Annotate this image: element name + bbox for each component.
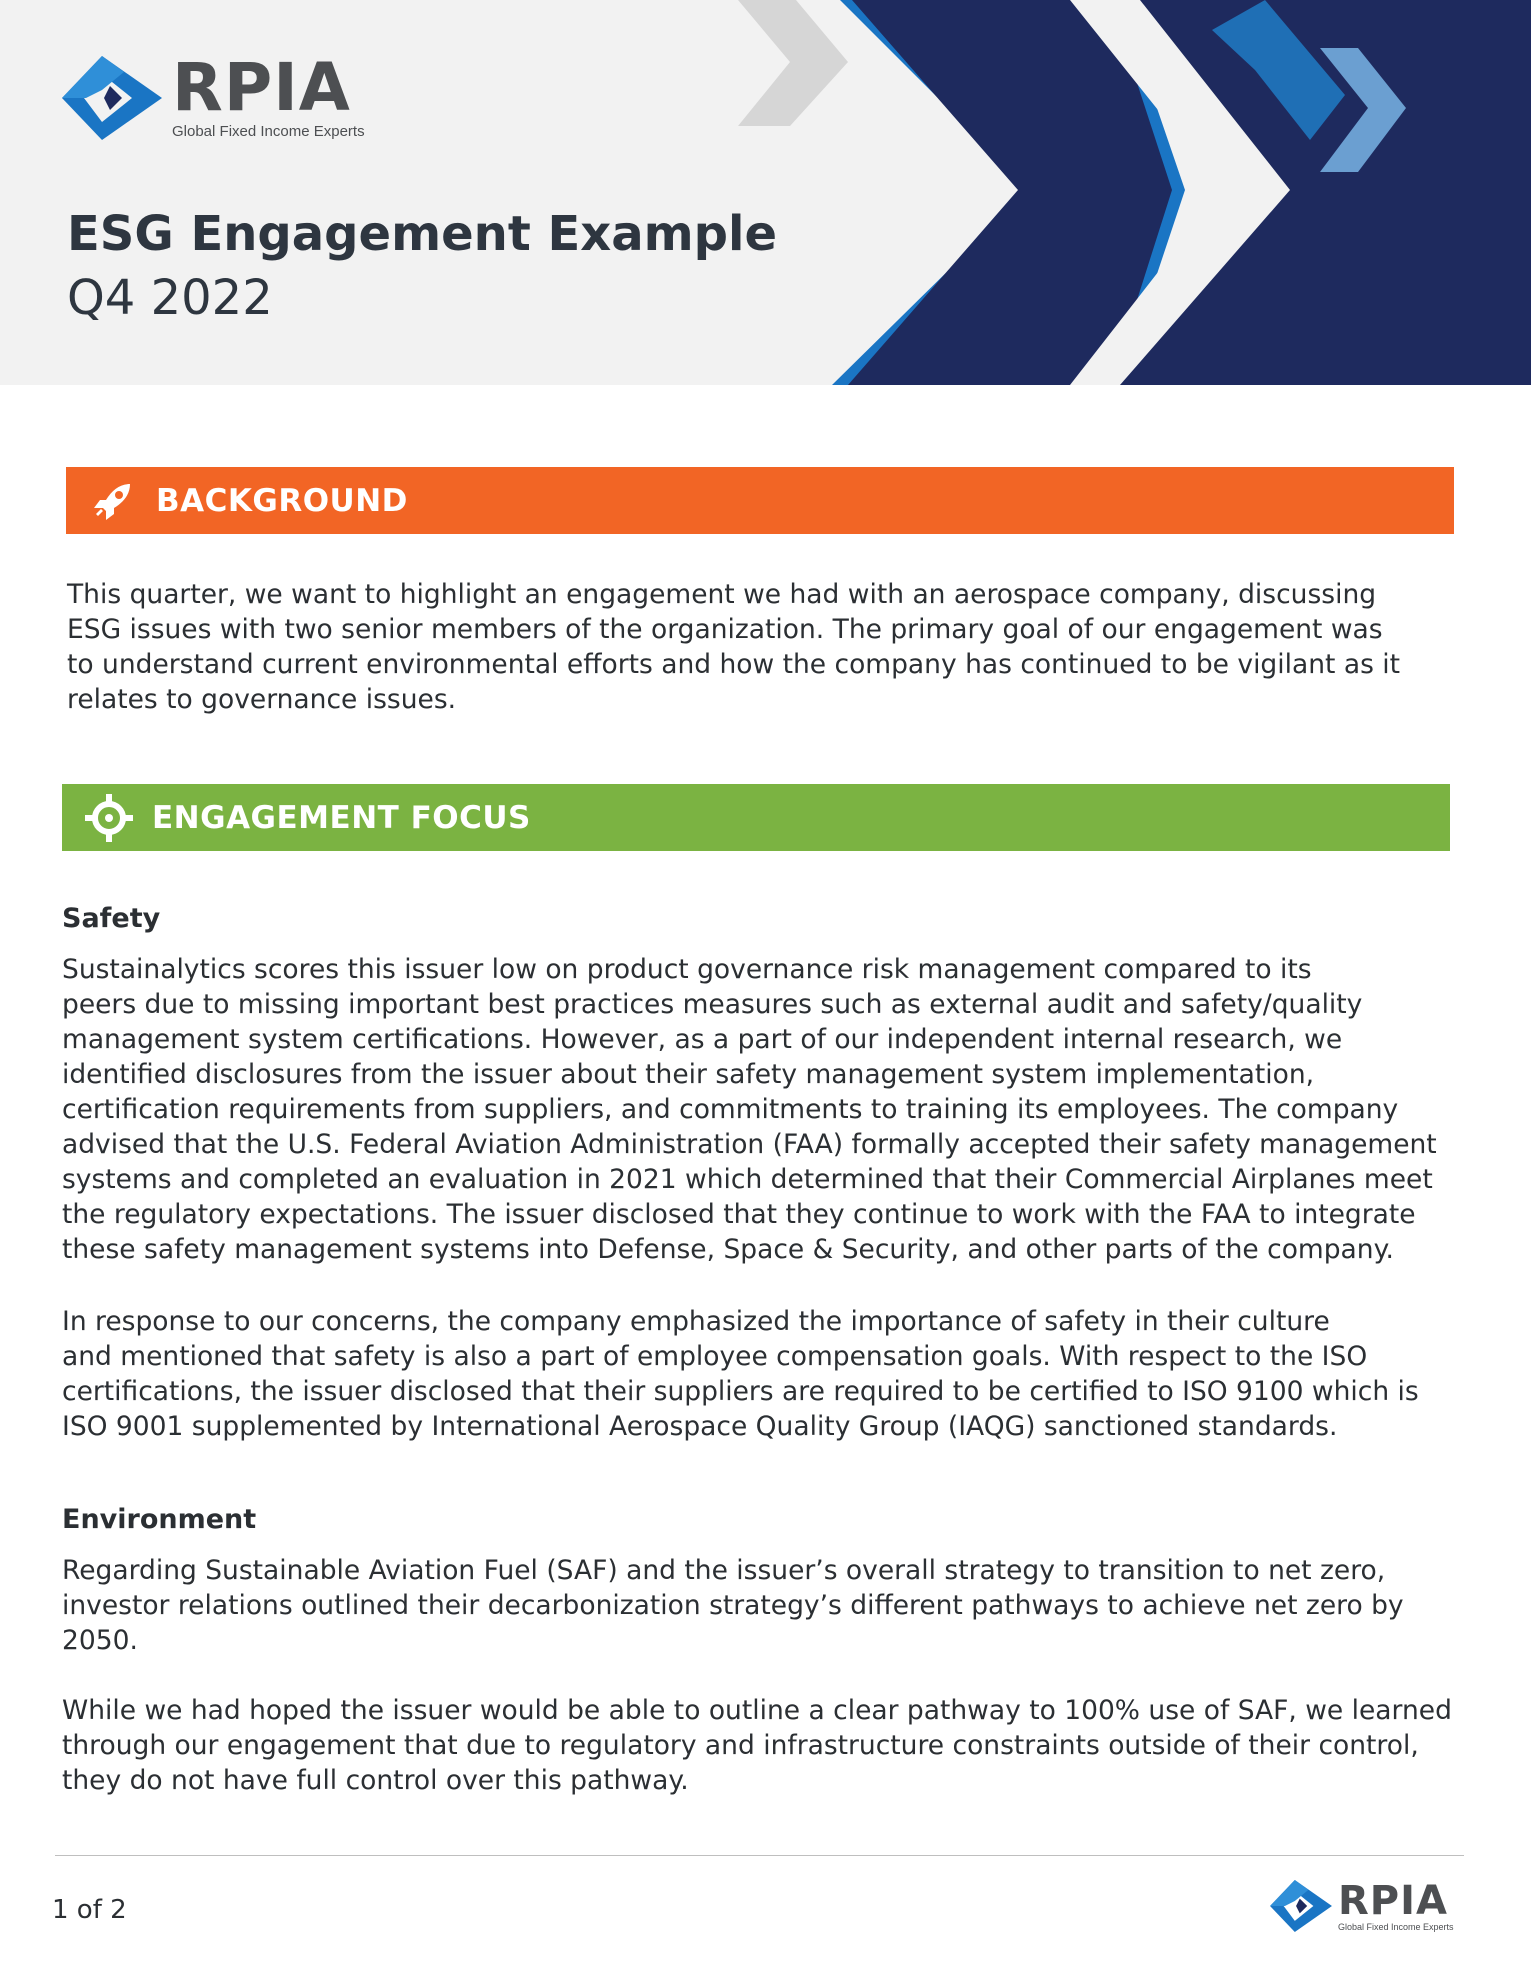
page-number: 1 of 2 [52, 1895, 127, 1925]
logo-wordmark: RPIA [172, 49, 351, 126]
background-heading: BACKGROUND [156, 482, 408, 519]
rocket-icon [88, 476, 138, 526]
environment-heading: Environment [62, 1504, 257, 1535]
footer-divider [55, 1855, 1464, 1856]
engagement-focus-heading: ENGAGEMENT FOCUS [152, 799, 531, 836]
environment-paragraph-2: While we had hoped the issuer would be able to outline a clear pathway to 100% use of SAF, we learned through our engagement that due to regulatory and infrastructure constraints outside of their control, they do not have full control over this pathway. [62, 1695, 1452, 1796]
logo-tagline: Global Fixed Income Experts [172, 123, 365, 140]
header-banner [0, 0, 1531, 385]
environment-paragraph-1: Regarding Sustainable Aviation Fuel (SAF) and the issuer’s overall strategy to transition to net zero, investor relations outlined their decarbonization strategy’s different pathways to achieve net zero by 2050. [62, 1555, 1404, 1656]
background-section-header [66, 467, 1454, 534]
rpia-chevron-logo-icon [1270, 1880, 1332, 1932]
rpia-chevron-logo-icon [62, 56, 162, 140]
safety-paragraph-1: Sustainalytics scores this issuer low on product governance risk management compared to its peers due to missing important best practices measures such as external audit and safety/quality management system certifications. However, as a part of our independent internal research, we identified disclosures from the issuer about their safety management system implementation, certification requirements from suppliers, and commitments to training its employees. The company advised that the U.S. Federal Aviation Administration (FAA) formally accepted their safety management systems and completed an evaluation in 2021 which determined that their Commercial Airplanes meet the regulatory expectations. The issuer disclosed that they continue to work with the FAA to integrate these safety management systems into Defense, Space & Security, and other parts of the company. [62, 954, 1437, 1265]
engagement-focus-section-header [62, 784, 1450, 851]
page-title: ESG Engagement Example [67, 206, 778, 262]
crosshair-target-icon [84, 793, 134, 843]
gray-chevron-shape [738, 0, 848, 126]
footer-logo-tagline: Global Fixed Income Experts [1338, 1921, 1454, 1932]
header-logo[interactable] [62, 49, 365, 140]
safety-paragraph-2: In response to our concerns, the company emphasized the importance of safety in their culture and mentioned that safety is also a part of employee compensation goals. With respect to the ISO certifications, the issuer disclosed that their suppliers are required to be certified to ISO 9100 which is ISO 9001 supplemented by International Aerospace Quality Group (IAQG) sanctioned standards. [62, 1306, 1419, 1442]
background-paragraph: This quarter, we want to highlight an engagement we had with an aerospace company, discussing ESG issues with two senior members of the organization. The primary goal of our engagement was to understand current environmental efforts and how the company has continued to be vigilant as it relates to governance issues. [67, 579, 1401, 715]
footer-logo[interactable] [1270, 1877, 1454, 1932]
safety-heading: Safety [62, 903, 161, 934]
footer-logo-wordmark: RPIA [1338, 1877, 1448, 1924]
page-subtitle: Q4 2022 [67, 270, 273, 326]
